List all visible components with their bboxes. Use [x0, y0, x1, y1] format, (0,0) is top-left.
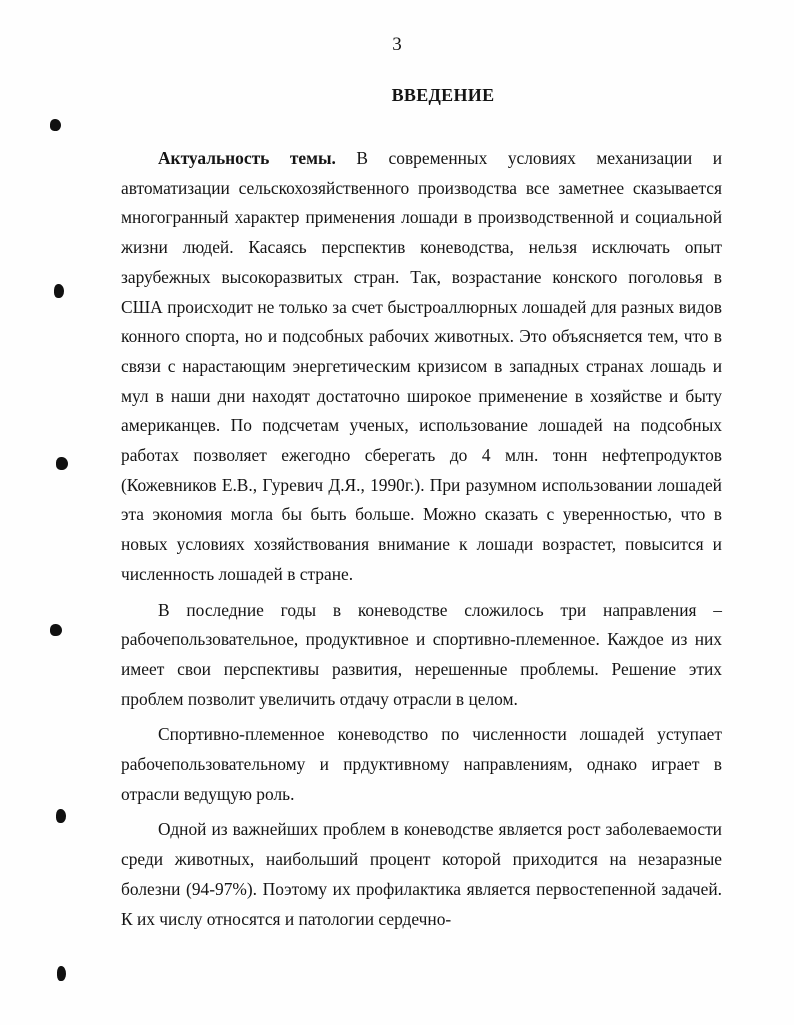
binder-hole-mark — [56, 809, 66, 823]
paragraph: Спортивно-племенное коневодство по численности лошадей уступает рабочепользовательному и прдуктивному направлениям, однако играет в отрасли ведущую роль. — [121, 724, 722, 804]
paragraph: В последние годы в коневодстве сложилось три направления – рабочепользовательное, продуктивное и спортивно-племенное. Каждое из них имеет свои перспективы развития, нерешенные проблемы. Решение этих проблем позволит увеличить отдачу отрасли в целом. — [121, 599, 722, 709]
binder-hole-mark — [50, 119, 61, 131]
paragraph-lead: Актуальность темы. — [158, 148, 336, 168]
page-number: 3 — [392, 34, 402, 55]
section-heading: ВВЕДЕНИЕ — [391, 85, 495, 105]
paragraph — [121, 144, 722, 590]
binder-hole-mark — [50, 624, 62, 636]
binder-hole-mark — [57, 966, 66, 981]
body-text — [121, 144, 722, 934]
binder-hole-mark — [54, 284, 64, 298]
binder-hole-mark — [56, 457, 68, 470]
paragraph: Одной из важнейших проблем в коневодстве является рост заболеваемости среди животных, наибольший процент которой приходится на незаразные болезни (94-97%). Поэтому их профилактика является первостепенной задачей. К их числу относятся и патологии сердечно- — [121, 819, 722, 929]
paragraph-text: В современных условиях механизации и автоматизации сельскохозяйственного производства все заметнее сказывается многогранный характер применения лошади в производственной и социальной жизни людей. Касаясь перспектив коневодства, нельзя исключать опыт зарубежных высокоразвитых стран. Так, возрастание конского поголовья в США происходит не только за счет быстроаллюрных лошадей для разных видов конного спорта, но и подсобных рабочих животных. Это объясняется тем, что в связи с нарастающим энергетическим кризисом в западных странах лошадь и мул в наши дни находят достаточно широкое применение в хозяйстве и быту американцев. По подсчетам ученых, использование лошадей на подсобных работах позволяет ежегодно сберегать до 4 млн. тонн нефтепродуктов (Кожевников Е.В., Гуревич Д.Я., 1990г.). При разумном использовании лошадей эта экономия могла бы быть больше. Можно сказать с уверенностью, что в новых условиях хозяйствования внимание к лошади возрастет, повысится и численность лошадей в стране. — [121, 148, 723, 584]
